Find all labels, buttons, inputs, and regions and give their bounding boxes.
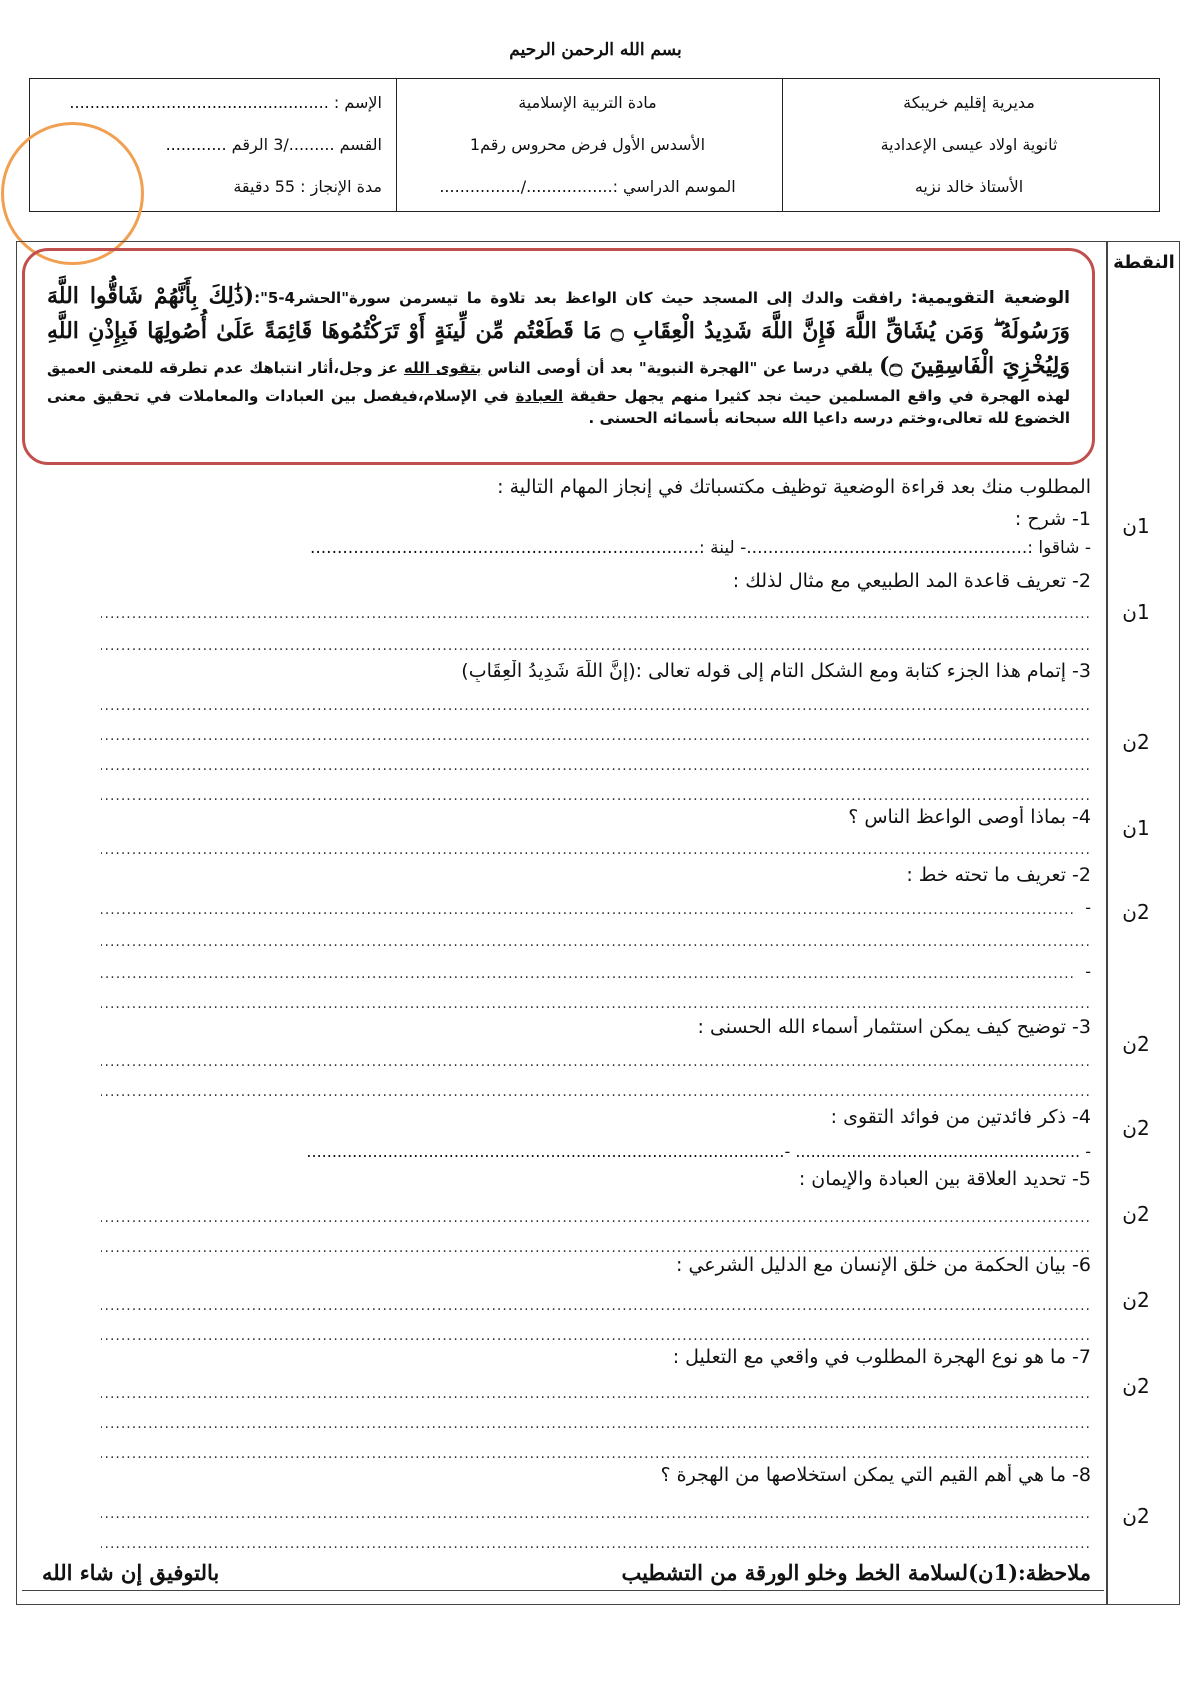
answer-dash: - [1085,962,1091,981]
points-q1: 1ن [1122,514,1150,538]
header-school: ثانوية اولاد عيسى الإعدادية [880,135,1058,154]
answer-line[interactable] [101,1506,1091,1526]
points-q5: 2ن [1122,900,1150,924]
question-9: 6- بيان الحكمة من خلق الإنسان مع الدليل الشرعي : [676,1254,1091,1276]
answer-line[interactable] [101,638,1091,658]
header-duration: مدة الإنجاز : 55 دقيقة [233,177,382,196]
answer-line[interactable] [101,1416,1091,1436]
answer-line[interactable] [101,996,1091,1016]
question-7: 4- ذكر فائدتين من فوائد التقوى : [830,1106,1091,1128]
question-4: 4- بماذا أوصى الواعظ الناس ؟ [848,806,1091,828]
answer-line[interactable] [101,758,1091,778]
question-1: 1- شرح : [1014,508,1091,530]
basmala: بسم الله الرحمن الرحيم [509,40,682,60]
points-q8: 2ن [1122,1202,1150,1226]
score-column-header: النقطة [1113,252,1175,273]
header-school-column [783,79,1160,212]
points-q10: 2ن [1122,1374,1150,1398]
answer-line[interactable] [101,842,1091,862]
answer-line[interactable] [101,1210,1091,1230]
answer-line[interactable] [101,1536,1091,1556]
question-11: 8- ما هي أهم القيم التي يمكن استخلاصها من الهجرة ؟ [660,1464,1091,1486]
header-exam-title: الأسدس الأول فرض محروس رقم1 [469,135,706,154]
answer-line[interactable] [101,728,1091,748]
situation-box [22,248,1095,465]
header-name-field: الإسم : ................................................... [69,93,382,112]
answer-line[interactable] [101,606,1091,626]
instruction: المطلوب منك بعد قراءة الوضعية توظيف مكتسباتك في إنجاز المهام التالية : [497,476,1091,498]
header-directorate: مديرية إقليم خريبكة [903,93,1035,112]
answer-line[interactable] [101,788,1091,808]
question-2: 2- تعريف قاعدة المد الطبيعي مع مثال لذلك : [732,570,1091,592]
header-school-year: الموسم الدراسي :................./................ [439,177,736,196]
points-q3: 2ن [1122,730,1150,754]
header-teacher: الأستاذ خالد نزيه [914,177,1024,196]
underlined-ibada: العبادة [515,386,564,405]
question-7-answers[interactable]: - ........................................................ -.............................................................................................. [306,1142,1091,1161]
answer-line[interactable] [101,1054,1091,1074]
header-subject: مادة التربية الإسلامية [518,93,657,112]
question-1-terms: - شاقوا :....................................................- لينة :........................................................................ [309,538,1091,558]
footer-rule [22,1590,1104,1591]
answer-line[interactable] [101,1298,1091,1318]
situation-body-1: يلقي درسا عن "الهجرة النبوية" بعد أن أوصى الناس [481,359,879,378]
answer-line[interactable] [101,1446,1091,1466]
answer-line[interactable] [101,1084,1091,1104]
quran-verse: (ذَٰلِكَ بِأَنَّهُمْ شَاقُّوا اللَّهَ وَرَسُولَهُ ۖ وَمَن يُشَاقِّ اللَّهَ فَإِنَّ اللَّهَ شَدِيدُ الْعِقَابِ ۝ مَا قَطَعْتُم مِّن لِّينَةٍ أَوْ تَرَكْتُمُوهَا قَائِمَةً عَلَىٰ أُصُولِهَا فَبِإِذْنِ اللَّهِ وَلِيُخْزِيَ الْفَاسِقِينَ ۝) [47,283,1070,380]
answer-line[interactable] [101,1328,1091,1348]
points-q7: 2ن [1122,1116,1150,1140]
question-6: 3- توضيح كيف يمكن استثمار أسماء الله الحسنى : [697,1016,1091,1038]
footer-note: ملاحظة:(1ن)لسلامة الخط وخلو الورقة من التشطيب [621,1560,1091,1585]
header-class-field: القسم ........./3 الرقم ............ [165,135,382,154]
situation-body-2: عز وجل،أثار انتباهك عدم تطرقه للمعنى العميق لهذه الهجرة في واقع المسلمين حيث نجد كثيرا منهم يجهل حقيقة [47,359,1070,405]
points-q9: 2ن [1122,1288,1150,1312]
footer-wish: بالتوفيق إن شاء الله [42,1560,220,1585]
points-q2: 1ن [1122,600,1150,624]
underlined-taqwa: بتقوى الله [403,359,482,378]
answer-dash: - [1085,898,1091,917]
answer-line[interactable] [101,966,1075,986]
situation-title: الوضعية التقويمية: [910,288,1071,308]
points-q11: 2ن [1122,1504,1150,1528]
situation-intro: رافقت والدك إلى المسجد حيث كان الواعظ بعد تلاوة ما تيسرمن سورة"الحشر4-5": [254,289,911,307]
question-8: 5- تحديد العلاقة بين العبادة والإيمان : [798,1168,1091,1190]
question-10: 7- ما هو نوع الهجرة المطلوب في واقعي مع التعليل : [672,1346,1091,1368]
answer-line[interactable] [101,902,1075,922]
answer-line[interactable] [101,1386,1091,1406]
answer-line[interactable] [101,934,1091,954]
question-5: 2- تعريف ما تحته خط : [906,864,1091,886]
answer-line[interactable] [101,698,1091,718]
points-q6: 2ن [1122,1032,1150,1056]
situation-body-3: في الإسلام،فيفصل بين العبادات والمعاملات في تحقيق معنى الخضوع لله تعالى،وختم درسه داعيا الله سبحانه بأسمائه الحسنى . [47,386,1070,428]
question-3: 3- إتمام هذا الجزء كتابة ومع الشكل التام إلى قوله تعالى :(إِنَّ اللَّهَ شَدِيدُ الْعِقَابِ) [461,660,1091,682]
header-subject-column [397,79,783,212]
points-q4: 1ن [1122,816,1150,840]
header-table [29,78,1160,212]
